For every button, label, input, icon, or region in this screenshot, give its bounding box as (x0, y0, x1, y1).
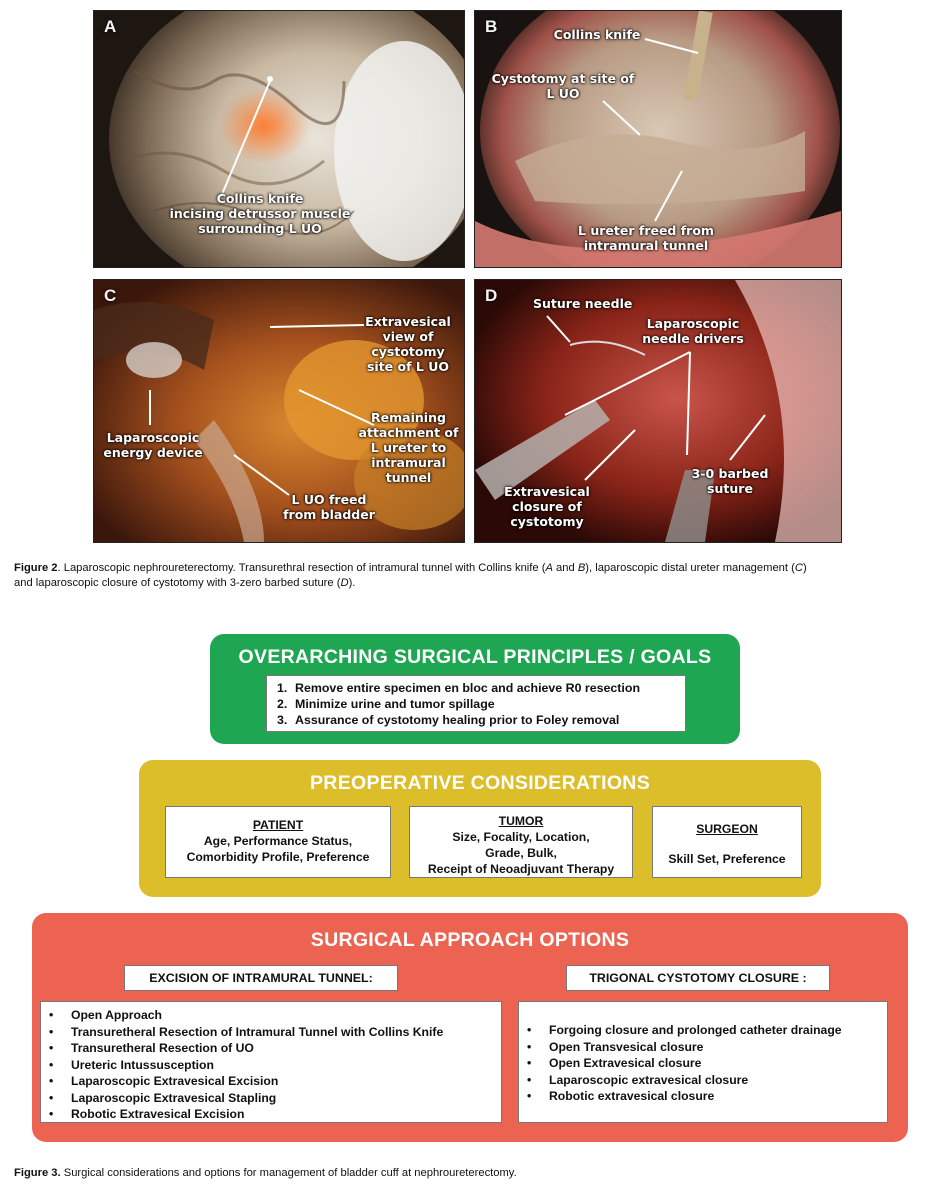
surgeon-box: SURGEON Skill Set, Preference (652, 806, 802, 878)
panel-d-annotation-needle-drivers: Laparoscopic needle drivers (642, 316, 744, 346)
patient-box: PATIENT Age, Performance Status, Comorbidity Profile, Preference (165, 806, 391, 878)
excision-item: • Ureteric Intussusception (49, 1057, 493, 1074)
panel-d-letter: D (485, 286, 498, 305)
excision-list (41, 1002, 501, 1123)
principle-item: 2. Minimize urine and tumor spillage (277, 697, 495, 711)
excision-item: • Open Approach (49, 1007, 493, 1024)
approach-title: SURGICAL APPROACH OPTIONS (310, 929, 630, 951)
principles-list (267, 676, 685, 732)
panel-b-annotation-ureter: L ureter freed from intramural tunnel (578, 223, 714, 253)
panel-d-annotation-barbed-suture: 3-0 barbed suture (691, 466, 769, 496)
figure2-caption: Figure 2. Laparoscopic nephroureterectomy. Transurethral resection of intramural tunnel with Collins knife (A and B), laparoscopic distal ureter management (C) and laparoscopic closure of cystotomy with 3-zero barbed suture (D). (14, 562, 807, 589)
patient-heading: PATIENT (252, 818, 304, 832)
panel-b-annotation-knife: Collins knife (553, 27, 641, 42)
closure-item: • Open Extravesical closure (527, 1055, 879, 1072)
panel-d-annotation-closure: Extravesical closure of cystotomy (504, 484, 590, 529)
panel-d-annotation-suture-needle: Suture needle (533, 296, 633, 311)
panel-c-annotation-energy-device: Laparoscopic energy device (103, 430, 203, 460)
figure3-caption-label: Figure 3. (14, 1167, 61, 1179)
tumor-heading: TUMOR (498, 814, 544, 828)
panel-c-letter: C (104, 286, 117, 305)
surgeon-heading: SURGEON (696, 822, 758, 836)
tumor-box: TUMOR Size, Focality, Location, Grade, Bulk, Receipt of Neoadjuvant Therapy (409, 806, 633, 878)
panel-a-letter: A (104, 17, 117, 36)
panel-c-annotation-extravesical: Extravesical view of cystotomy site of L UO (365, 314, 451, 374)
preop-box (139, 760, 821, 897)
excision-list-box (40, 1001, 502, 1123)
figure2-panel-c (93, 279, 465, 543)
closure-list (519, 1002, 887, 1105)
excision-item: • Transuretheral Resection of UO (49, 1040, 493, 1057)
figure2-panel-a (93, 10, 465, 268)
closure-heading: TRIGONAL CYSTOTOMY CLOSURE : (566, 965, 830, 991)
closure-item: • Forgoing closure and prolonged catheter drainage (527, 1022, 879, 1039)
principles-box (210, 634, 740, 744)
figure2-caption-label: Figure 2 (14, 562, 58, 574)
principle-item: 1. Remove entire specimen en bloc and achieve R0 resection (277, 681, 641, 695)
panel-b-annotation-cystotomy: Cystotomy at site of L UO (491, 71, 635, 101)
preop-title: PREOPERATIVE CONSIDERATIONS (310, 772, 650, 794)
figure3-caption: Figure 3. Surgical considerations and options for management of bladder cuff at nephroureterectomy. (14, 1167, 517, 1179)
panel-c-annotation-remaining: Remaining attachment of L ureter to intramural tunnel (358, 410, 459, 485)
figure2-panel-b (474, 10, 842, 268)
panel-a-annotation-knife: Collins knife incising detrussor muscle surrounding L UO (169, 191, 351, 236)
closure-item: • Open Transvesical closure (527, 1039, 879, 1056)
approach-box (32, 913, 908, 1142)
principle-item: 3. Assurance of cystotomy healing prior to Foley removal (277, 713, 620, 727)
principles-title: OVERARCHING SURGICAL PRINCIPLES / GOALS (238, 646, 712, 668)
figure2-panel-d (474, 279, 842, 543)
excision-item: • Robotic Extravesical Excision (49, 1106, 493, 1123)
excision-heading: EXCISION OF INTRAMURAL TUNNEL: (124, 965, 398, 991)
excision-item: • Transuretheral Resection of Intramural Tunnel with Collins Knife (49, 1024, 493, 1041)
principles-list-box (266, 675, 686, 732)
closure-list-box (518, 1001, 888, 1123)
closure-item: • Laparoscopic extravesical closure (527, 1072, 879, 1089)
excision-item: • Laparoscopic Extravesical Stapling (49, 1090, 493, 1107)
panel-c-annotation-uo-freed: L UO freed from bladder (283, 492, 375, 522)
closure-item: • Robotic extravesical closure (527, 1088, 879, 1105)
panel-b-letter: B (485, 17, 498, 36)
excision-item: • Laparoscopic Extravesical Excision (49, 1073, 493, 1090)
